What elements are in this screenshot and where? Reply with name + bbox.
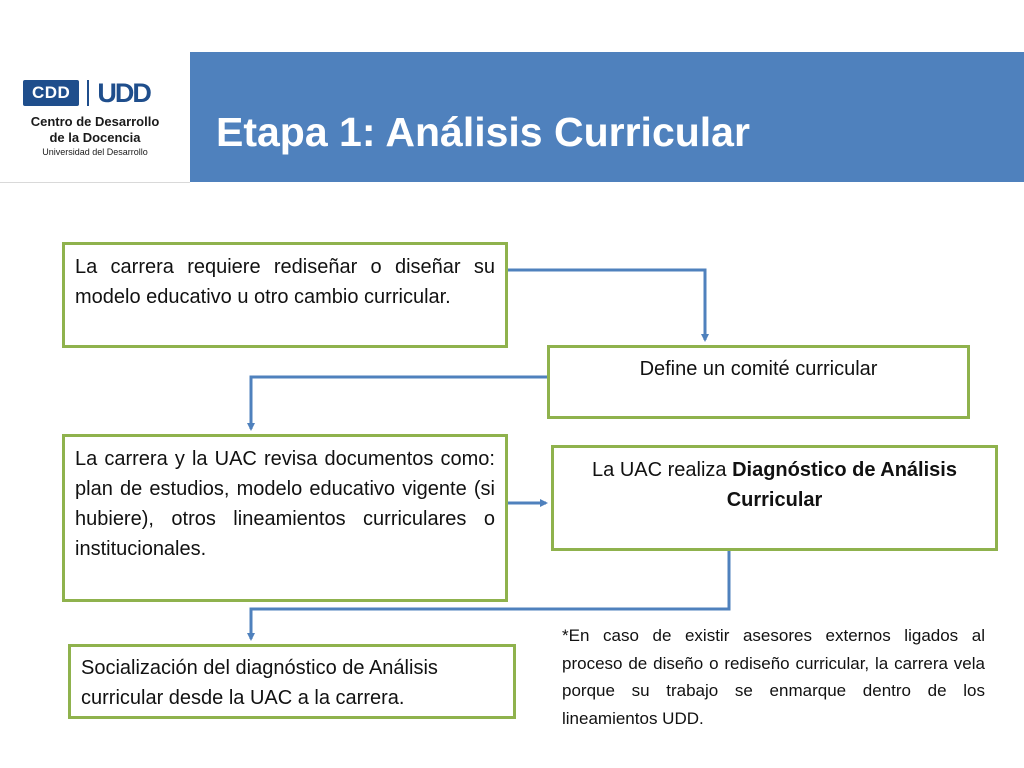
arrow-redesign-to-committee bbox=[508, 270, 705, 340]
cdd-logo-text: CDD bbox=[23, 80, 79, 106]
logo-line-1: Centro de Desarrollo bbox=[30, 114, 160, 129]
box-diagnosis-prefix: La UAC realiza bbox=[592, 459, 733, 481]
slide-title: Etapa 1: Análisis Curricular bbox=[216, 109, 750, 155]
box-socialization bbox=[68, 644, 516, 719]
box-diagnosis bbox=[551, 445, 998, 551]
arrow-committee-to-review bbox=[251, 377, 547, 429]
logo-line-2: de la Docencia bbox=[49, 130, 141, 145]
box-review-text: La carrera y la UAC revisa documentos como: plan de estudios, modelo educativo vigente (si hubiere), otros lineamientos curriculares o institucionales. bbox=[75, 448, 495, 560]
udd-logo-text: UDD bbox=[97, 78, 150, 108]
box-diagnosis-bold: Diagnóstico de Análisis Curricular bbox=[726, 459, 957, 511]
box-redesign bbox=[62, 242, 508, 348]
box-committee-text: Define un comité curricular bbox=[639, 358, 878, 380]
box-socialization-text: Socialización del diagnóstico de Análisis curricular desde la UAC a la carrera. bbox=[81, 657, 438, 709]
logo-line-3: Universidad del Desarrollo bbox=[42, 147, 148, 157]
box-committee bbox=[547, 345, 970, 419]
footnote: *En caso de existir asesores externos ligados al proceso de diseño o rediseño curricular, la carrera vela porque su trabajo se enmarque dentro de los lineamientos UDD. bbox=[562, 626, 985, 728]
box-redesign-text: La carrera requiere rediseñar o diseñar su modelo educativo u otro cambio curricular. bbox=[75, 256, 495, 308]
box-review bbox=[62, 434, 508, 602]
